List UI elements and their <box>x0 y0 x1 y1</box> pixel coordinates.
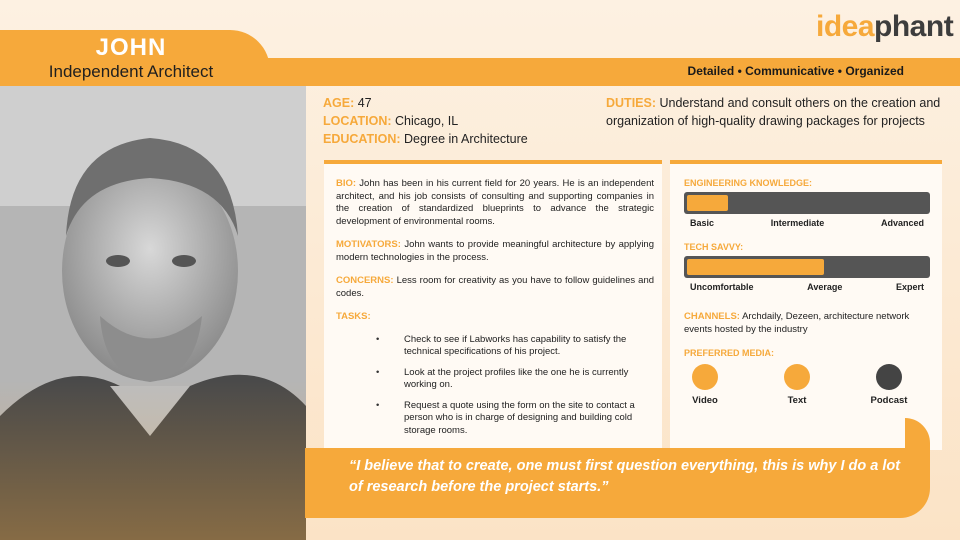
engineering-scale <box>690 218 924 228</box>
concerns-paragraph <box>336 275 654 300</box>
scale-label-intermediate: Intermediate <box>770 218 825 228</box>
duties-block <box>606 94 946 130</box>
tech-savvy-bar <box>684 256 930 278</box>
portrait-overlay <box>0 380 306 540</box>
task-item: • Look at the project profiles like the one he is currently working on. <box>336 367 654 392</box>
age-label: AGE: <box>323 96 355 110</box>
concerns-label: CONCERNS: <box>336 275 394 286</box>
quick-facts <box>323 94 528 148</box>
preferred-media-label: PREFERRED MEDIA: <box>684 348 775 358</box>
channels-label: CHANNELS: <box>684 311 740 322</box>
logo-part-phant: phant <box>874 10 954 43</box>
motivators-label: MOTIVATORS: <box>336 239 401 250</box>
duties-text: Understand and consult others on the creation and organization of high-quality drawing packages for projects <box>606 96 941 128</box>
quote-band <box>305 448 930 518</box>
skills-panel <box>670 160 942 450</box>
task-item: • Request a quote using the form on the site to contact a person who is in charge of designing and building cold storage rooms. <box>336 400 654 438</box>
media-dot-video <box>692 364 718 390</box>
media-dot-text <box>784 364 810 390</box>
persona-role: Independent Architect <box>48 62 214 81</box>
scale-label-uncomfortable: Uncomfortable <box>690 282 754 292</box>
age-row <box>323 94 528 112</box>
tasks-section <box>336 311 654 437</box>
education-label: EDUCATION: <box>323 132 401 146</box>
channels-block <box>684 310 934 336</box>
education-value: Degree in Architecture <box>404 132 528 146</box>
tech-scale <box>690 282 924 292</box>
tasks-label: TASKS: <box>336 311 371 322</box>
persona-quote: “I believe that to create, one must first question everything, this is why I do a lot of research before the project starts.” <box>349 458 901 495</box>
education-row <box>323 130 528 148</box>
bio-label: BIO: <box>336 178 357 189</box>
bio-panel <box>324 160 662 450</box>
motivators-text: John wants to provide meaningful architecture by applying modern technologies in the process. <box>336 239 654 263</box>
task-item: • Check to see if Labworks has capability to satisfy the technical specifications of his project. <box>336 334 654 359</box>
engineering-knowledge-fill <box>687 195 728 211</box>
location-label: LOCATION: <box>323 114 392 128</box>
channels-text: Archdaily, Dezeen, architecture network events hosted by the industry <box>684 311 910 335</box>
scale-label-basic: Basic <box>690 218 715 228</box>
logo-part-idea: idea <box>816 10 875 43</box>
tasks-list <box>336 334 654 438</box>
location-value: Chicago, IL <box>395 114 459 128</box>
bio-text: John has been in his current field for 20 years. He is an independent architect, and his job consists of consulting and supporting companies in the creation of standardized blueprints to advance the strategic development of environmental rooms. <box>336 178 655 227</box>
location-row <box>323 112 528 130</box>
scale-label-average: Average <box>807 282 843 292</box>
age-value: 47 <box>357 96 372 110</box>
duties-label: DUTIES: <box>606 96 656 110</box>
ideaphant-logo <box>816 10 953 44</box>
scale-label-advanced: Advanced <box>880 218 924 228</box>
engineering-knowledge-bar <box>684 192 930 214</box>
tech-savvy-fill <box>687 259 824 275</box>
motivators-paragraph <box>336 239 654 264</box>
engineering-knowledge-label: ENGINEERING KNOWLEDGE: <box>684 178 813 188</box>
media-dot-podcast <box>876 364 902 390</box>
bio-paragraph <box>336 178 654 228</box>
media-label-video: Video <box>692 395 718 406</box>
media-label-podcast: Podcast <box>870 395 908 406</box>
concerns-text: Less room for creativity as you have to follow guidelines and codes. <box>336 275 655 299</box>
scale-label-expert: Expert <box>895 282 924 292</box>
tech-savvy-label: TECH SAVVY: <box>684 242 744 252</box>
persona-traits: Detailed • Communicative • Organized <box>687 64 904 78</box>
media-label-text: Text <box>787 395 807 406</box>
portrait-photo <box>0 86 306 540</box>
persona-name: JOHN <box>95 34 167 61</box>
